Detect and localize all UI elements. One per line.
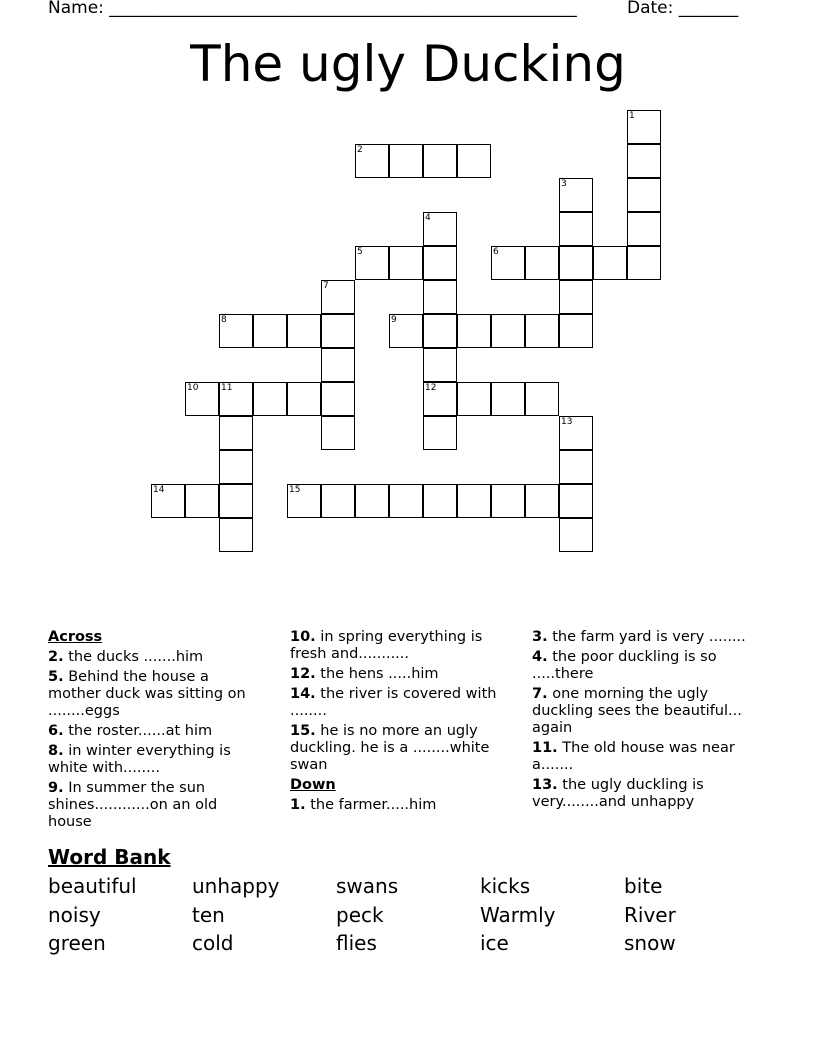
word-bank-word: peck [336,903,384,927]
grid-cell[interactable] [627,246,661,280]
down-clue-list-continued [532,629,762,811]
grid-cell[interactable] [423,382,457,416]
clue-item-text: the farm yard is very ........ [547,629,746,645]
page-title: The ugly Ducking [190,35,626,93]
grid-cell[interactable] [287,314,321,348]
clues-column-1 [48,629,263,834]
clue-item-text: the hens .....him [315,666,439,682]
clue-number: 2 [357,145,363,155]
grid-cell[interactable] [389,246,423,280]
clue-number: 5 [357,247,363,257]
clue-item [290,666,510,683]
grid-cell[interactable] [525,314,559,348]
grid-cell[interactable] [287,382,321,416]
clue-item-number: 4. [532,649,548,665]
grid-cell[interactable] [321,416,355,450]
clue-item [48,780,263,831]
clue-number: 9 [391,315,397,325]
clue-item [290,686,510,720]
grid-cell[interactable] [355,144,389,178]
grid-cell[interactable] [355,246,389,280]
word-bank-word: swans [336,874,399,898]
grid-cell[interactable] [627,144,661,178]
clue-item-number: 7. [532,686,548,702]
across-clue-list [48,649,263,831]
grid-cell[interactable] [559,178,593,212]
clue-item-number: 13. [532,777,558,793]
grid-cell[interactable] [627,212,661,246]
grid-cell[interactable] [253,382,287,416]
clue-number: 3 [561,179,567,189]
grid-cell[interactable] [355,484,389,518]
grid-cell[interactable] [423,246,457,280]
across-heading: Across [48,629,103,645]
grid-cell[interactable] [321,348,355,382]
grid-cell[interactable] [457,382,491,416]
clue-item-text: the poor duckling is so .....there [532,649,717,682]
grid-cell[interactable] [491,484,525,518]
grid-cell[interactable] [423,280,457,314]
clue-item-number: 10. [290,629,316,645]
date-field: Date: _______ [627,0,739,18]
clue-item-text: he is no more an ugly duckling. he is a ........white swan [290,723,490,773]
clue-number: 8 [221,315,227,325]
word-bank-word: green [48,931,106,955]
grid-cell[interactable] [423,314,457,348]
grid-cell[interactable] [457,144,491,178]
word-bank-word: bite [624,874,663,898]
clue-item [48,723,263,740]
grid-cell[interactable] [389,314,423,348]
grid-cell[interactable] [423,416,457,450]
clue-item [48,669,263,720]
clue-item-text: the roster......at him [63,723,213,739]
clue-item [48,743,263,777]
grid-cell[interactable] [457,484,491,518]
across-clue-list-continued [290,629,510,774]
grid-cell[interactable] [219,484,253,518]
grid-cell[interactable] [185,484,219,518]
clue-number: 10 [187,383,199,393]
word-bank-word: kicks [480,874,531,898]
word-bank-title: Word Bank [48,845,171,869]
clue-item [532,740,762,774]
clue-item-number: 5. [48,669,64,685]
clue-item-number: 15. [290,723,316,739]
grid-cell[interactable] [423,144,457,178]
word-bank-word: snow [624,931,676,955]
clue-item [290,797,510,814]
grid-cell[interactable] [151,484,185,518]
grid-cell[interactable] [559,450,593,484]
grid-cell[interactable] [423,484,457,518]
grid-cell[interactable] [219,450,253,484]
grid-cell[interactable] [423,348,457,382]
grid-cell[interactable] [559,484,593,518]
clue-item-number: 6. [48,723,64,739]
clue-item [532,649,762,683]
grid-cell[interactable] [389,484,423,518]
word-bank-word: Warmly [480,903,556,927]
clue-item-number: 3. [532,629,548,645]
clue-item-text: In summer the sun shines............on an old house [48,780,218,830]
grid-cell[interactable] [593,246,627,280]
clue-item-text: the ducks .......him [63,649,204,665]
word-bank-word: River [624,903,676,927]
clue-number: 11 [221,383,233,393]
word-bank-word: ten [192,903,225,927]
grid-cell[interactable] [559,212,593,246]
grid-cell[interactable] [627,110,661,144]
clue-number: 14 [153,485,165,495]
grid-cell[interactable] [559,280,593,314]
word-bank-word: noisy [48,903,101,927]
name-field: Name: _______________________________________________________ [48,0,577,18]
clue-item-text: The old house was near a....... [532,740,735,773]
grid-cell[interactable] [559,518,593,552]
clue-number: 7 [323,281,329,291]
clue-item-text: one morning the ugly duckling sees the beautiful... again [532,686,742,736]
grid-cell[interactable] [287,484,321,518]
clue-item [290,629,510,663]
clue-number: 13 [561,417,573,427]
clue-item-number: 11. [532,740,558,756]
grid-cell[interactable] [491,314,525,348]
clue-number: 12 [425,383,437,393]
grid-cell[interactable] [219,314,253,348]
clue-item [532,629,762,646]
clue-item-text: Behind the house a mother duck was sitting on ........eggs [48,669,246,719]
grid-cell[interactable] [219,382,253,416]
grid-cell[interactable] [185,382,219,416]
clue-item [290,723,510,774]
clue-item-number: 8. [48,743,64,759]
clue-item [48,649,263,666]
grid-cell[interactable] [389,144,423,178]
clue-item-text: in spring everything is fresh and........... [290,629,483,662]
clue-item [532,686,762,737]
word-bank-word: cold [192,931,234,955]
grid-cell[interactable] [559,314,593,348]
clue-number: 1 [629,111,635,121]
grid-cell[interactable] [219,416,253,450]
grid-cell[interactable] [627,178,661,212]
grid-cell[interactable] [321,314,355,348]
grid-cell[interactable] [423,212,457,246]
grid-cell[interactable] [559,416,593,450]
clue-item-number: 12. [290,666,316,682]
grid-cell[interactable] [491,382,525,416]
clue-item-text: the farmer.....him [305,797,437,813]
grid-cell[interactable] [219,518,253,552]
grid-cell[interactable] [525,484,559,518]
clue-number: 15 [289,485,301,495]
grid-cell[interactable] [321,484,355,518]
grid-cell[interactable] [321,382,355,416]
word-bank-word: unhappy [192,874,280,898]
clue-item-number: 9. [48,780,64,796]
grid-cell[interactable] [253,314,287,348]
word-bank-word: ice [480,931,509,955]
clue-item-number: 1. [290,797,306,813]
grid-cell[interactable] [457,314,491,348]
clue-item-text: in winter everything is white with........ [48,743,231,776]
grid-cell[interactable] [525,382,559,416]
clue-item-number: 14. [290,686,316,702]
grid-cell[interactable] [321,280,355,314]
clues-column-2 [290,629,510,817]
grid-cell[interactable] [559,246,593,280]
clue-number: 6 [493,247,499,257]
clue-item-text: the river is covered with ........ [290,686,497,719]
word-bank-word: beautiful [48,874,137,898]
clue-item [532,777,762,811]
clue-number: 4 [425,213,431,223]
down-heading: Down [290,777,336,793]
clue-item-text: the ugly duckling is very........and unhappy [532,777,704,810]
grid-cell[interactable] [491,246,525,280]
down-clue-list [290,797,510,814]
clues-column-3 [532,629,762,814]
grid-cell[interactable] [525,246,559,280]
clue-item-number: 2. [48,649,64,665]
word-bank-word: flies [336,931,377,955]
